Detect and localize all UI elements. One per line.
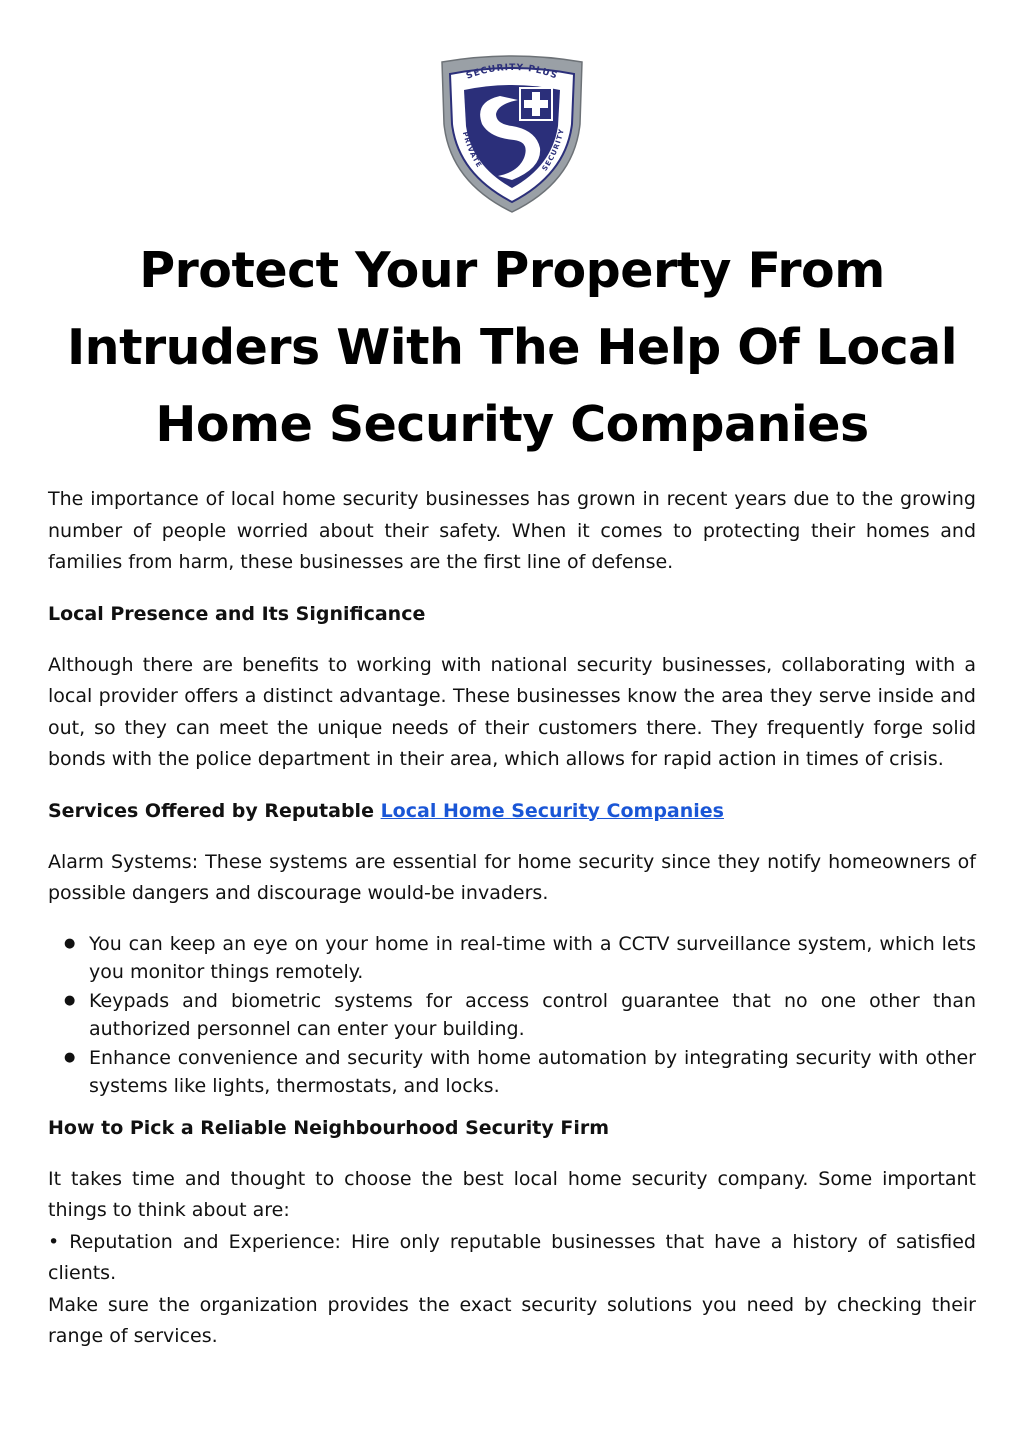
svg-text:SECURITY: SECURITY — [540, 127, 566, 173]
alarm-systems-paragraph: Alarm Systems: These systems are essential for home security since they notify homeowners of possible dangers and discourage would-be invaders. — [48, 850, 976, 904]
services-list — [48, 930, 976, 1101]
list-item: ● You can keep an eye on your home in real-time with a CCTV surveillance system, which lets you monitor things remotely. — [89, 930, 976, 987]
range-of-services-paragraph: Make sure the organization provides the exact security solutions you need by checking their range of services. — [48, 1293, 976, 1347]
local-home-security-companies-link[interactable]: Local Home Security Companies — [380, 799, 724, 822]
reputation-paragraph: • Reputation and Experience: Hire only reputable businesses that have a history of satisfied clients. — [48, 1230, 976, 1284]
section-heading-pick-firm: How to Pick a Reliable Neighbourhood Security Firm — [48, 1116, 610, 1139]
intro-paragraph: The importance of local home security businesses has grown in recent years due to the growing number of people worried about their safety. When it comes to protecting their homes and families from harm, these businesses are the first line of defense. — [48, 488, 976, 573]
pick-firm-paragraph: It takes time and thought to choose the best local home security company. Some important things to think about are: — [48, 1167, 976, 1221]
section-heading-services — [48, 796, 976, 827]
section-heading-local-presence: Local Presence and Its Significance — [48, 602, 426, 625]
article-body — [48, 484, 976, 1353]
list-item: ● Keypads and biometric systems for access control guarantee that no one other than authorized personnel can enter your building. — [89, 987, 976, 1044]
page-title: Protect Your Property From Intruders With The Help Of Local Home Security Companies — [66, 242, 958, 453]
list-item: ● Enhance convenience and security with home automation by integrating security with other systems like lights, thermostats, and locks. — [89, 1044, 976, 1101]
shield-logo-icon — [438, 54, 586, 214]
local-presence-paragraph: Although there are benefits to working with national security businesses, collaborating with a local provider offers a distinct advantage. These businesses know the area they serve inside and out, so they can meet the unique needs of their customers there. They frequently forge solid bonds with the police department in their area, which allows for rapid action in times of crisis. — [48, 653, 976, 770]
svg-text:PRIVATE: PRIVATE — [460, 130, 484, 170]
svg-text:SECURITY PLUS: SECURITY PLUS — [464, 62, 560, 82]
security-plus-logo — [438, 54, 586, 214]
services-heading-text: Services Offered by Reputable — [48, 799, 381, 822]
